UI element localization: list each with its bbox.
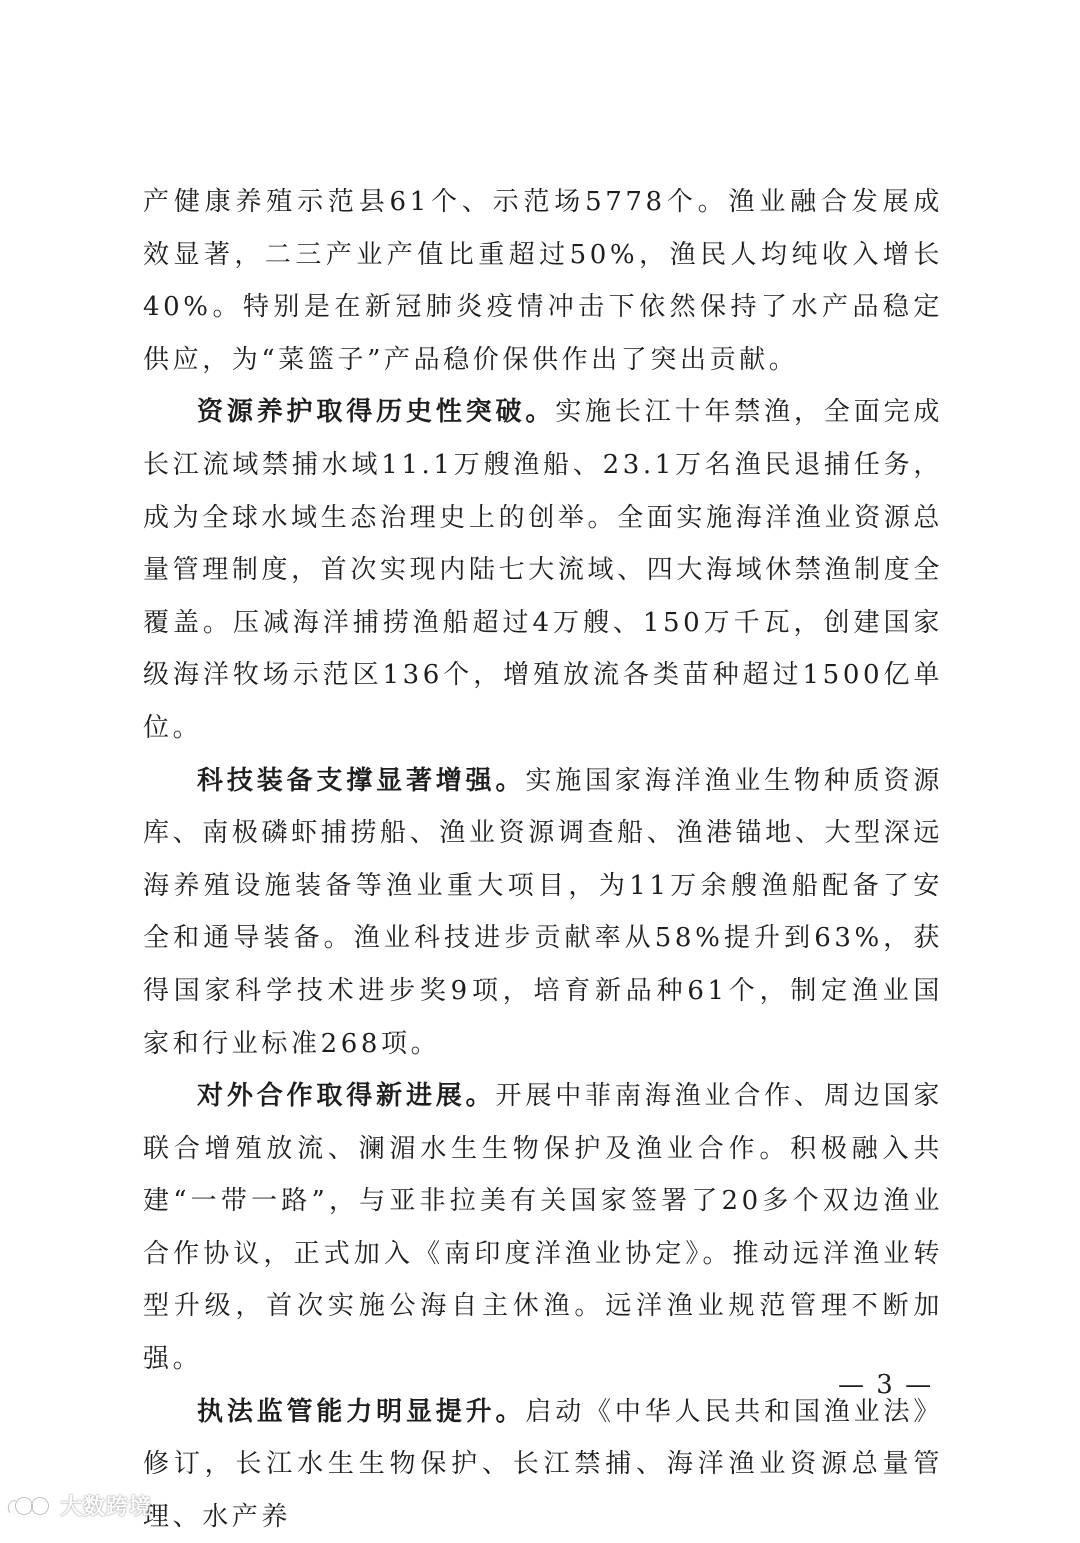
- paragraph-text: 实施长江十年禁渔，全面完成长江流域禁捕水域11.1万艘渔船、23.1万名渔民退捕任务，成为全球水域生态治理史上的创举。全面实施海洋渔业资源总量管理制度，首次实现内陆七大流域、四大海域休禁渔制度全覆盖。压减海洋捕捞渔船超过4万艘、150万千瓦，创建国家级海洋牧场示范区136个，增殖放流各类苗种超过1500亿单位。: [143, 397, 943, 743]
- paragraph-text: 开展中菲南海渔业合作、周边国家联合增殖放流、澜湄水生生物保护及渔业合作。积极融入共建“一带一路”，与亚非拉美有关国家签署了20多个双边渔业合作协议，正式加入《南印度洋渔业协定》。推动远洋渔业转型升级，首次实施公海自主休渔。远洋渔业规范管理不断加强。: [143, 1081, 943, 1375]
- paragraph-text: 产健康养殖示范县61个、示范场5778个。渔业融合发展成效显著，二三产业产值比重超过50%，渔民人均纯收入增长40%。特别是在新冠肺炎疫情冲击下依然保持了水产品稳定供应，为“菜篮子”产品稳价保供作出了突出贡献。: [143, 187, 943, 375]
- paragraph-text: 启动《中华人民共和国渔业法》修订，长江水生生物保护、长江禁捕、海洋渔业资源总量管理、水产养: [143, 1396, 943, 1532]
- watermark-text: 大数跨境: [60, 1495, 153, 1520]
- body-text: [143, 176, 943, 1543]
- paragraph-continuation: [143, 176, 943, 386]
- watermark-logo-icon: [4, 1493, 56, 1519]
- watermark: [4, 1490, 152, 1521]
- paragraph-heading: 资源养护取得历史性突破。: [197, 397, 556, 428]
- paragraph-resource-protection: [143, 386, 943, 754]
- page-number: — 3 —: [838, 1370, 934, 1400]
- paragraph-foreign-cooperation: [143, 1070, 943, 1386]
- paragraph-heading: 科技装备支撑显著增强。: [197, 765, 526, 796]
- paragraph-heading: 对外合作取得新进展。: [197, 1081, 496, 1112]
- paragraph-heading: 执法监管能力明显提升。: [197, 1396, 526, 1427]
- paragraph-text: 实施国家海洋渔业生物种质资源库、南极磷虾捕捞船、渔业资源调查船、渔港锚地、大型深远海养殖设施装备等渔业重大项目，为11万余艘渔船配备了安全和通导装备。渔业科技进步贡献率从58%提升到63%，获得国家科学技术进步奖9项，培育新品种61个，制定渔业国家和行业标准268项。: [143, 765, 943, 1059]
- paragraph-law-enforcement: [143, 1386, 943, 1543]
- paragraph-technology-equipment: [143, 755, 943, 1071]
